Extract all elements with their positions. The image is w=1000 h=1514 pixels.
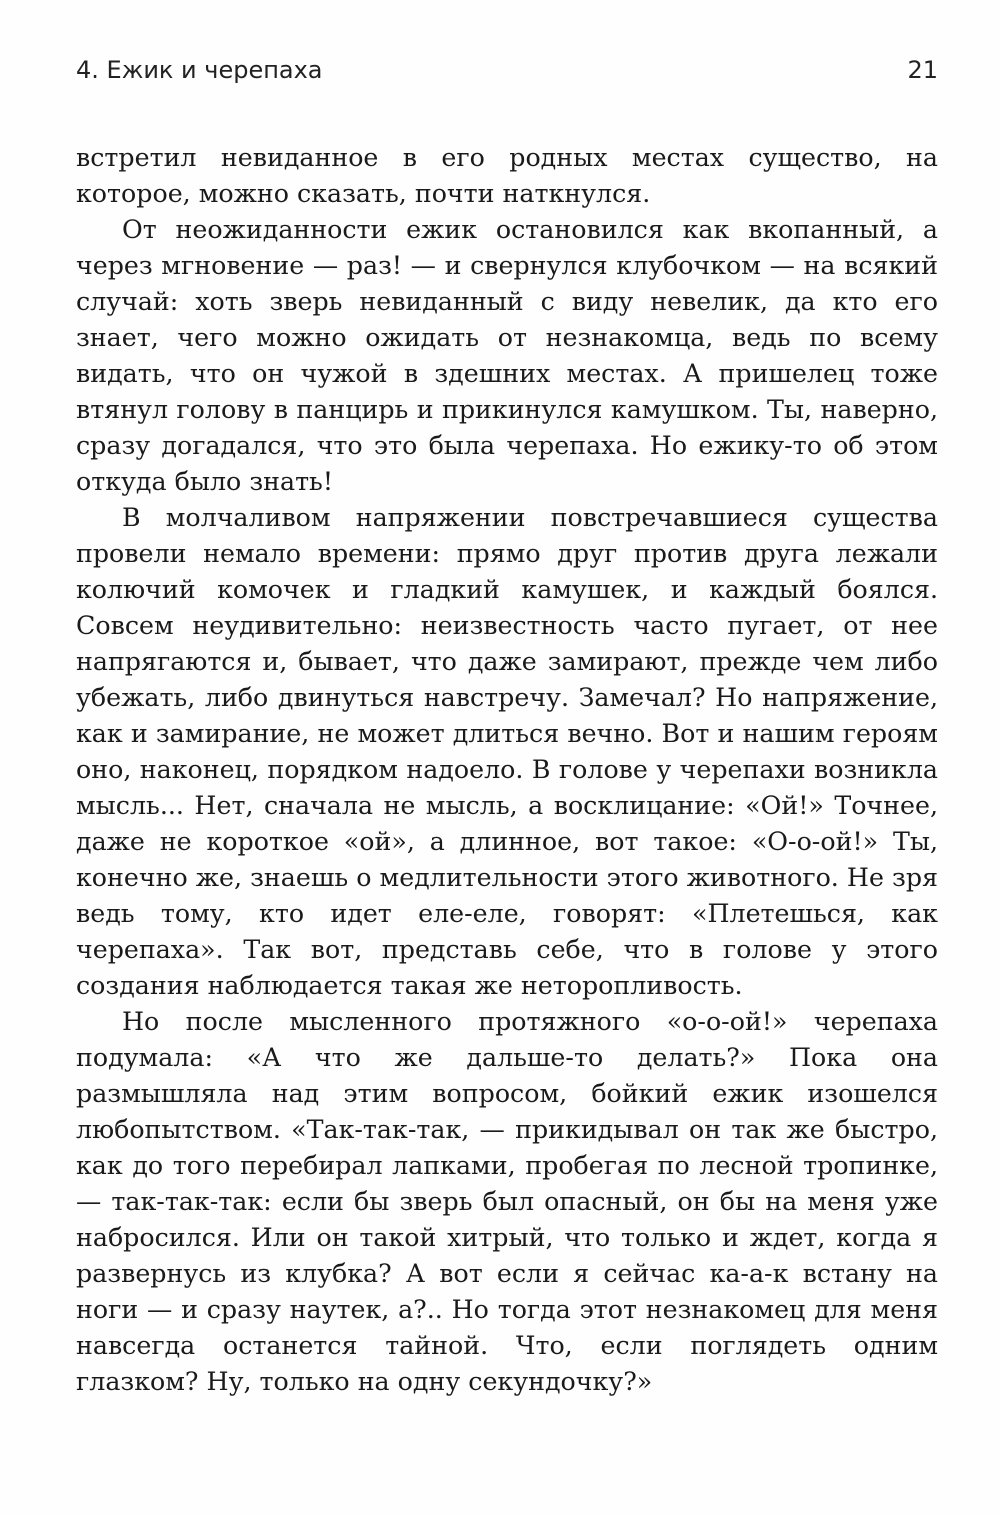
page-number: 21 xyxy=(907,56,938,84)
paragraph: Но после мысленного протяжного «о-о-ой!» черепаха подумала: «А что же дальше-то делать?» Пока она размышляла над этим вопросом, бойкий ежик изошелся любопытством. «Так-так-так, — прикидывал он так же быстро, как до того перебирал лапками, пробегая по лесной тропинке, — так-так-так: если бы зверь был опасный, он бы на меня уже набросился. Или он такой хитрый, что только и ждет, когда я развернусь из клубка? А вот если я сейчас ка-а-к встану на ноги — и сразу наутек, а?.. Но тогда этот незнакомец для меня навсегда останется тайной. Что, если поглядеть одним глазком? Ну, только на одну секундочку?» xyxy=(76,1007,938,1396)
body-text xyxy=(76,140,938,1400)
chapter-title: 4. Ежик и черепаха xyxy=(76,56,323,84)
paragraph: От неожиданности ежик остановился как вкопанный, а через мгновение — раз! — и свернулся клубочком — на всякий случай: хоть зверь невиданный с виду невелик, да кто его знает, чего можно ожидать от незнакомца, ведь по всему видать, что он чужой в здешних местах. А пришелец тоже втянул голову в панцирь и прикинулся камушком. Ты, наверно, сразу догадался, что это была черепаха. Но ежику-то об этом откуда было знать! xyxy=(76,215,938,496)
paragraph: В молчаливом напряжении повстречавшиеся существа провели немало времени: прямо друг против друга лежали колючий комочек и гладкий камушек, и каждый боялся. Совсем неудивительно: неизвестность часто пугает, от нее напрягаются и, бывает, что даже замирают, прежде чем либо убежать, либо двинуться навстречу. Замечал? Но напряжение, как и замирание, не может длиться вечно. Вот и нашим героям оно, наконец, порядком надоело. В голове у черепахи возникла мысль... Нет, сначала не мысль, а восклицание: «Ой!» Точнее, даже не короткое «ой», а длинное, вот такое: «О-о-ой!» Ты, конечно же, знаешь о медлительности этого животного. Не зря ведь тому, кто идет еле-еле, говорят: «Плетешься, как черепаха». Так вот, представь себе, что в голове у этого создания наблюдается такая же неторопливость. xyxy=(76,503,938,1000)
running-header xyxy=(76,56,938,96)
paragraph: встретил невиданное в его родных местах существо, на которое, можно сказать, почти наткнулся. xyxy=(76,143,938,208)
